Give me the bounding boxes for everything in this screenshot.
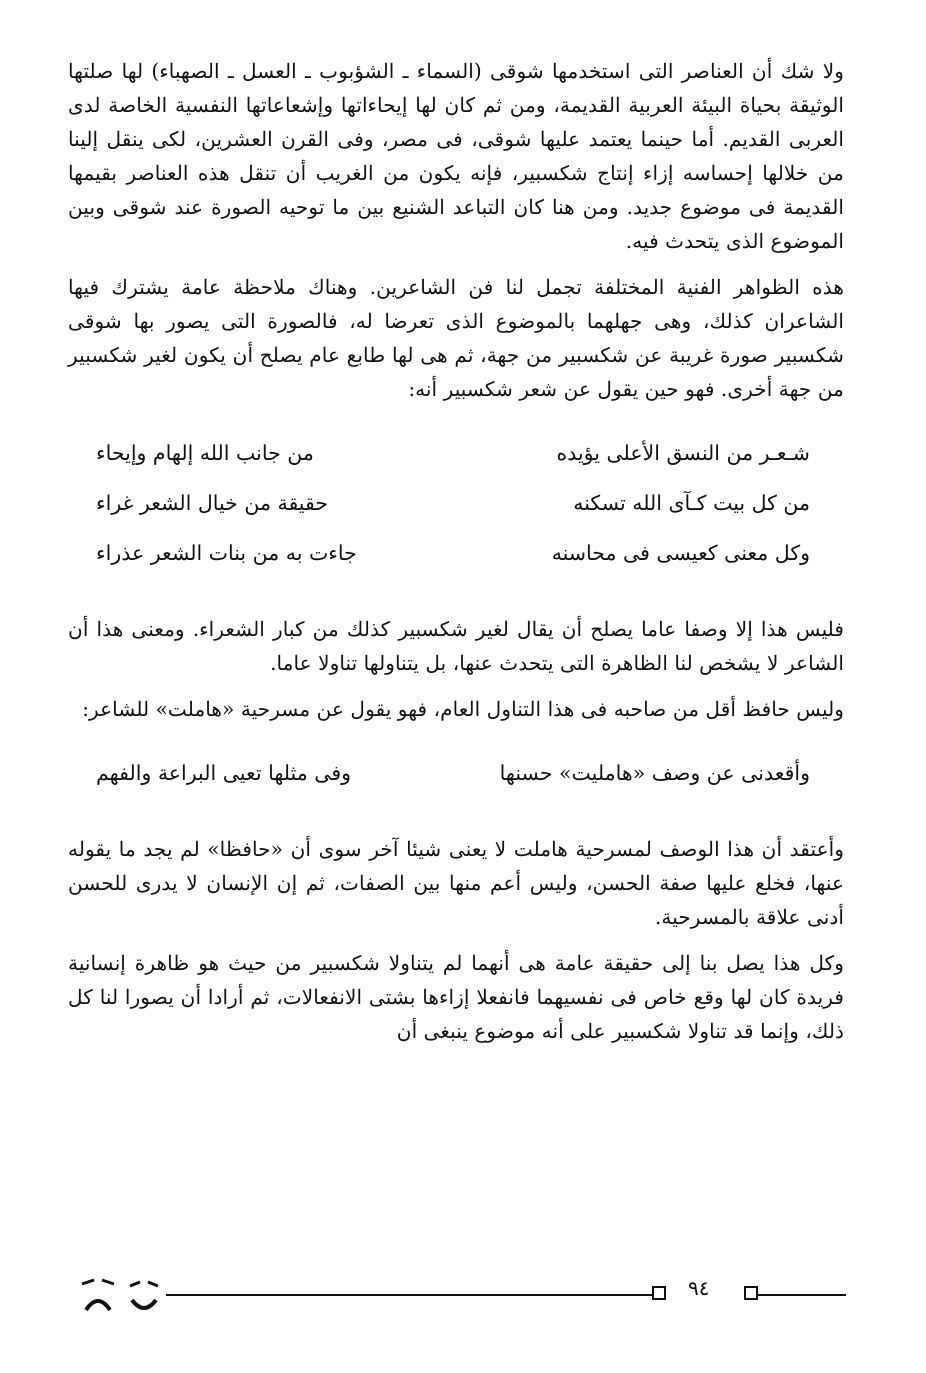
poem-1	[68, 428, 844, 578]
page-number: ٩٤	[688, 1276, 710, 1300]
verse-line	[68, 748, 844, 798]
paragraph-2: هذه الظواهر الفنية المختلفة تجمل لنا فن الشاعرين. وهناك ملاحظة عامة يشترك فيها الشاعران كذلك، وهى جهلهما بالموضوع الذى تعرضا له، فالصورة التى يصور بها شوقى شكسبير صورة غريبة عن شكسبير من جهة، ثم هى لها طابع عام يصلح أن يكون لغير شكسبير من جهة أخرى. فهو حين يقول عن شعر شكسبير أنه:	[68, 275, 844, 401]
verse-second-hemistich: جاءت به من بنات الشعر عذراء	[96, 541, 357, 565]
page-footer	[68, 1272, 854, 1322]
verse-line	[68, 478, 844, 528]
verse-first-hemistich: وكل معنى كعيسى فى محاسنه	[551, 541, 810, 565]
verse-first-hemistich: من كل بيت كـآى الله تسكنه	[573, 491, 810, 515]
poem-2	[68, 748, 844, 798]
verse-second-hemistich: وفى مثلها تعيى البراعة والفهم	[96, 761, 352, 785]
paragraph-6: وكل هذا يصل بنا إلى حقيقة عامة هى أنهما لم يتناولا شكسبير من حيث هو ظاهرة إنسانية فريدة كان لها وقع خاص فى نفسيهما فانفعلا إزاءها بشتى الانفعالات، ثم أرادا أن يصورا لنا كل ذلك، وإنما قد تناولا شكسبير على أنه موضوع ينبغى أن	[68, 951, 844, 1043]
paragraph-3: فليس هذا إلا وصفا عاما يصلح أن يقال لغير شكسبير كذلك من كبار الشعراء. ومعنى هذا أن الشاعر لا يشخص لنا الظاهرة التى يتحدث عنها، بل يتناولها تناولا عاما.	[68, 617, 844, 675]
footer-square-left	[652, 1286, 666, 1300]
verse-line	[68, 428, 844, 478]
verse-first-hemistich: وأقعدنى عن وصف «هامليت» حسنها	[499, 761, 810, 785]
verse-line	[68, 528, 844, 578]
page-body	[68, 54, 844, 1060]
paragraph-4: وليس حافظ أقل من صاحبه فى هذا التناول العام، فهو يقول عن مسرحية «هاملت» للشاعر:	[82, 697, 844, 721]
footer-square-right	[744, 1286, 758, 1300]
paragraph-5: وأعتقد أن هذا الوصف لمسرحية هاملت لا يعنى شيئا آخر سوى أن «حافظا» لم يجد ما يقوله عنها، فخلع عليها صفة الحسن، وليس أعم منها بين الصفات، ثم إن الإنسان لا يدرى للحسن أدنى علاقة بالمسرحية.	[68, 837, 844, 929]
footer-rule-right	[758, 1294, 846, 1296]
footer-rule-left	[166, 1294, 652, 1296]
verse-second-hemistich: من جانب الله إلهام وإيحاء	[96, 441, 314, 465]
verse-first-hemistich: شـعـر من النسق الأعلى يؤيده	[556, 441, 810, 465]
paragraph-1: ولا شك أن العناصر التى استخدمها شوقى (السماء ـ الشؤبوب ـ العسل ـ الصهباء) لها صلتها الوثيقة بحياة البيئة العربية القديمة، ومن ثم كان لها إيحاءاتها وإشعاعاتها النفسية الخاصة لدى العربى القديم. أما حينما يعتمد عليها شوقى، فى مصر، وفى القرن العشرين، لكى ينقل إلينا من خلالها إحساسه إزاء إنتاج شكسبير، فإنه يكون من الغريب أن تنقل هذه العناصر بقيمها القديمة فى موضوع جديد. ومن هنا كان التباعد الشنيع بين ما توحيه الصورة عند شوقى وبين الموضوع الذى يتحدث فيه.	[68, 59, 844, 253]
theater-masks-icon	[76, 1274, 162, 1320]
verse-second-hemistich: حقيقة من خيال الشعر غراء	[96, 491, 329, 515]
